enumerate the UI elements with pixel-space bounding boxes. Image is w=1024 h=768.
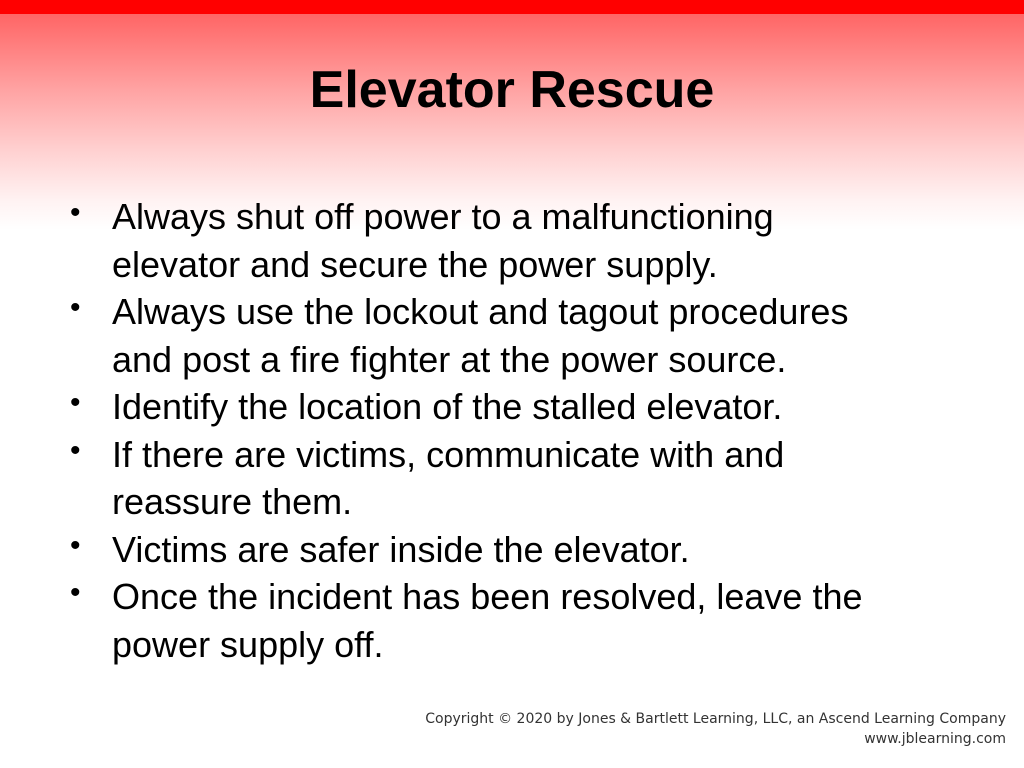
bullet-item-5 bbox=[70, 526, 970, 574]
bullet-line: elevator and secure the power supply. bbox=[112, 243, 718, 285]
copyright-footer bbox=[425, 709, 1006, 749]
bullet-icon: • bbox=[70, 433, 81, 467]
top-accent-bar bbox=[0, 0, 1024, 14]
bullet-item-3 bbox=[70, 383, 970, 431]
bullet-icon: • bbox=[70, 576, 81, 609]
bullet-item-4 bbox=[70, 431, 970, 526]
slide-title: Elevator Rescue bbox=[309, 61, 715, 119]
bullet-line: power supply off. bbox=[112, 623, 384, 665]
bullet-icon: • bbox=[70, 196, 81, 229]
bullet-line: Always shut off power to a malfunctioning bbox=[112, 196, 774, 237]
copyright-text: Copyright © 2020 by Jones & Bartlett Learning, LLC, an Ascend Learning Company bbox=[425, 711, 1006, 727]
bullet-line: If there are victims, communicate with and bbox=[112, 433, 785, 475]
bullet-line: Once the incident has been resolved, leave the bbox=[112, 576, 863, 617]
bullet-line: Identify the location of the stalled elevator. bbox=[112, 386, 783, 427]
bullet-icon: • bbox=[70, 386, 81, 419]
bullet-icon: • bbox=[70, 528, 81, 562]
bullet-item-6 bbox=[70, 573, 970, 668]
website-text: www.jblearning.com bbox=[864, 731, 1006, 747]
bullet-item-2 bbox=[70, 288, 970, 383]
bullet-line: Always use the lockout and tagout procedures bbox=[112, 291, 849, 332]
bullet-line: Victims are safer inside the elevator. bbox=[112, 528, 690, 570]
bullet-list bbox=[70, 193, 970, 668]
bullet-item-1 bbox=[70, 193, 970, 288]
bullet-icon: • bbox=[70, 291, 81, 324]
bullet-line: and post a fire fighter at the power source. bbox=[112, 338, 787, 380]
bullet-line: reassure them. bbox=[112, 481, 353, 522]
